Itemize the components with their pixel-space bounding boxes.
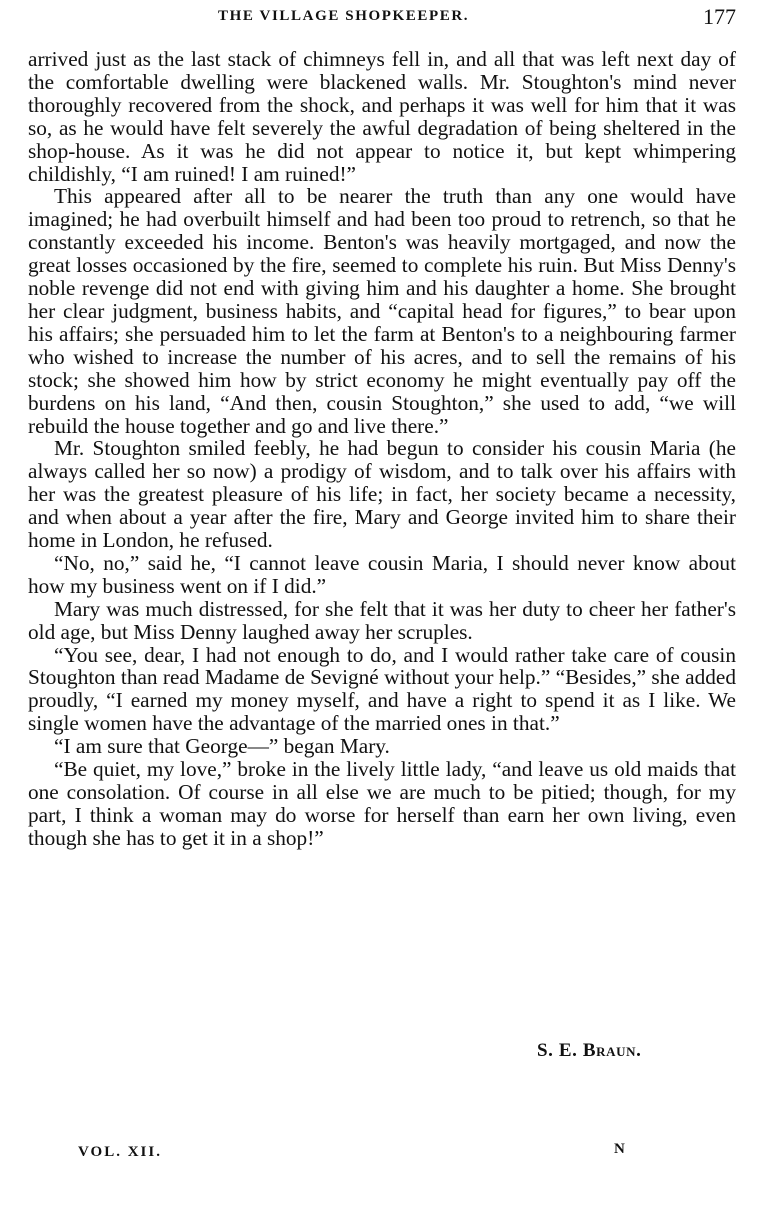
running-head <box>0 6 776 32</box>
paragraph-5: Mary was much distressed, for she felt that it was her duty to cheer her father's old age, but Miss Denny laughed away her scruples. <box>28 596 736 644</box>
paragraph-3: Mr. Stoughton smiled feebly, he had begun to consider his cousin Maria (he always called her so now) a prodigy of wisdom, and to talk over his affairs with her was the greatest pleasure of his life; in fact, her society became a necessity, and when about a year after the fire, Mary and George invited him to share their home in London, he refused. <box>28 436 736 553</box>
paragraph-6: “You see, dear, I had not enough to do, and I would rather take care of cousin Stoughton than read Madame de Sevigné without your help.” “Besides,” she added proudly, “I earned my money myself, and have a right to spend it as I like. We single women have the advantage of the married ones in that.” <box>28 642 736 736</box>
signature-mark: N <box>614 1141 625 1157</box>
page-number: 177 <box>703 4 736 29</box>
paragraph-4: “No, no,” said he, “I cannot leave cousin Maria, I should never know about how my business went on if I did.” <box>28 550 736 598</box>
author-signature <box>537 1040 641 1062</box>
paragraph-1: arrived just as the last stack of chimneys fell in, and all that was left next day of the comfortable dwelling were blackened walls. Mr. Stoughton's mind never thoroughly recovered from the shock, and perhaps it was well for him that it was so, as he would have felt severely the awful degradation of being sheltered in the shop-house. As it was he did not appear to notice it, but kept whimpering childishly, “I am ruined! I am ruined!” <box>28 47 736 186</box>
author-surname: Braun. <box>582 1040 642 1061</box>
volume-footer: VOL. XII. <box>78 1144 162 1160</box>
running-title: THE VILLAGE SHOPKEEPER. <box>218 8 470 24</box>
paragraph-7: “I am sure that George—” began Mary. <box>54 734 390 759</box>
body-text <box>28 48 736 850</box>
paragraph-2: This appeared after all to be nearer the truth than any one would have imagined; he had overbuilt himself and had been too proud to retrench, so that he constantly exceeded his income. Benton's was heavily mortgaged, and now the great losses occasioned by the fire, seemed to complete his ruin. But Miss Denny's noble revenge did not end with giving him and his daughter a home. She brought her clear judgment, business habits, and “capital head for figures,” to bear upon his affairs; she persuaded him to let the farm at Benton's to a neighbouring farmer who wished to increase the number of his acres, and to sell the remains of his stock; she showed him how by strict economy he might eventually pay off the burdens on his land, “And then, cousin Stoughton,” she used to add, “we will rebuild the house together and go and live there.” <box>28 184 736 438</box>
paragraph-8: “Be quiet, my love,” broke in the lively little lady, “and leave us old maids that one consolation. Of course in all else we are much to be pitied; though, for my part, I think a woman may do worse for herself than earn her own living, even though she has to get it in a shop!” <box>28 757 736 850</box>
author-initials: S. E. <box>537 1040 578 1061</box>
